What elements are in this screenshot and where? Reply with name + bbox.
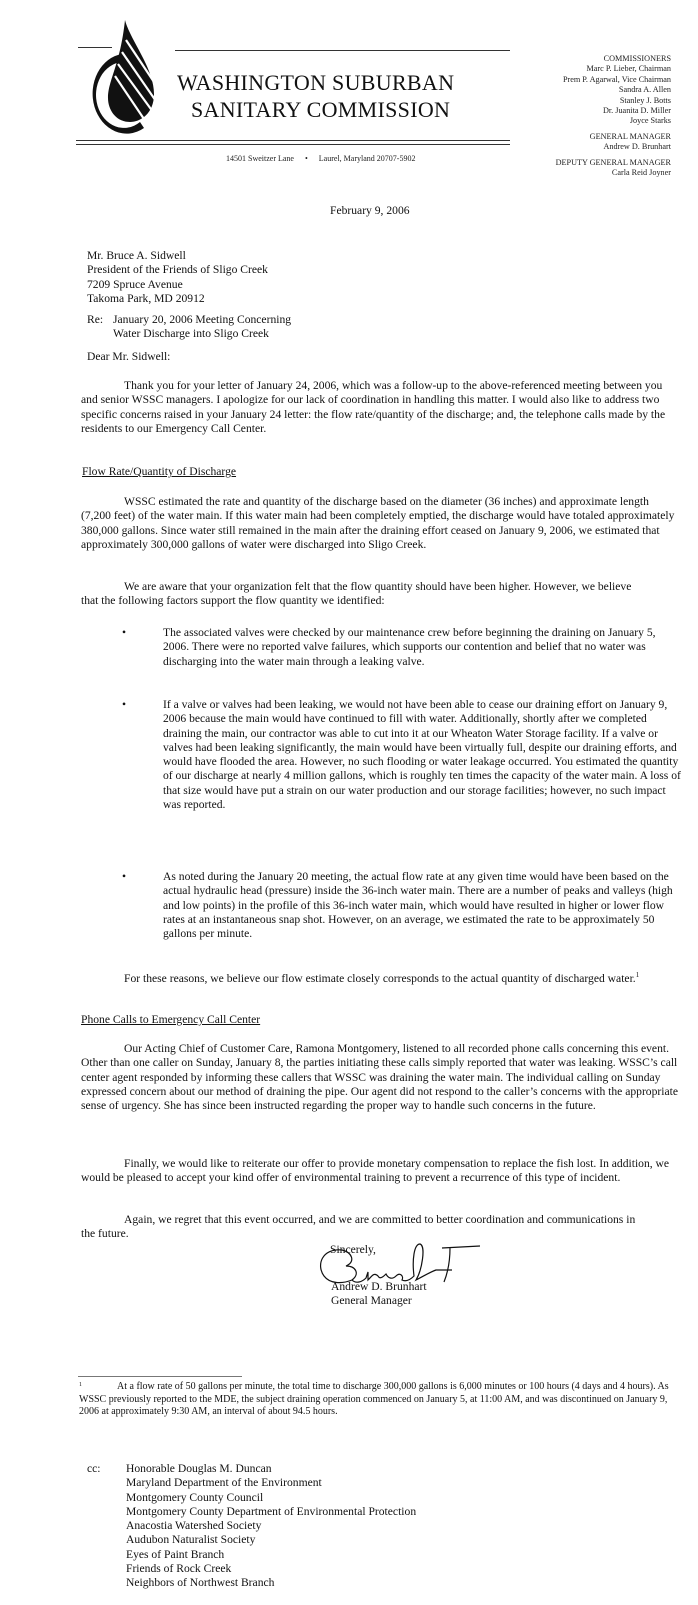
commissioners-title: COMMISSIONERS [603,54,671,63]
address-separator: • [304,154,308,163]
header-rule-top [175,50,510,51]
header-rule-double-1 [76,140,510,141]
section-heading-phone: Phone Calls to Emergency Call Center [81,1013,261,1026]
signature-title: General Manager [331,1294,412,1307]
bullet-icon: • [122,698,127,711]
signature-name: Andrew D. Brunhart [331,1280,427,1293]
gm-name: Andrew D. Brunhart [603,142,671,152]
commissioner: Sandra A. Allen [618,85,671,95]
footnote-rule [78,1376,242,1377]
cc-label: cc: [87,1462,101,1475]
closing-paragraph-2: Again, we regret that this event occurred, and we are committed to better coordination and communications in the future. [81,1213,636,1241]
re-subject-2: Water Discharge into Sligo Creek [113,327,269,340]
cc-recipient: Neighbors of Northwest Branch [126,1576,275,1590]
org-name-line1: WASHINGTON SUBURBAN [177,70,455,95]
closing-paragraph-1: Finally, we would like to reiterate our offer to provide monetary compensation to replace the fish lost. In addition, we would be pleased to accept your kind offer of environmental training to prevent a recurrence of this type of incident. [81,1157,670,1185]
dgm-name: Carla Reid Joyner [611,168,671,178]
recipient-line: Mr. Bruce A. Sidwell [87,249,186,262]
footnote-text: At a flow rate of 50 gallons per minute, the total time to discharge 300,000 gallons is 6,000 minutes or 100 hours (4 days and 4 hours). As WSSC previously reported to the MDE, the subject draining operation commenced on January 5, at 11:00 AM, and was discontinued on January 9, 2006 at approximately 9:30 AM, an interval of about 94.5 hours. [79,1381,669,1417]
bullet-icon: • [122,870,127,883]
footnote [79,1381,679,1419]
flow-paragraph-3-text: For these reasons, we believe our flow estimate closely corresponds to the actual quantity of discharged water. [124,971,636,985]
cc-recipient: Friends of Rock Creek [126,1562,232,1576]
intro-paragraph: Thank you for your letter of January 24, 2006, which was a follow-up to the above-referenced meeting between you and senior WSSC managers. I apologize for our lack of coordination in handling this matter. I would also like to address two specific concerns raised in your January 24 letter: the flow rate/quantity of the discharge; and, the telephone calls made by the residents to our Emergency Call Center. [81,379,666,435]
officers-block [556,54,671,178]
address-city: Laurel, Maryland 20707-5902 [318,154,416,163]
recipient-line: Takoma Park, MD 20912 [87,291,205,305]
phone-paragraph: Our Acting Chief of Customer Care, Ramona Montgomery, listened to all recorded phone calls concerning this event. Other than one caller on Sunday, January 8, the parties initiating these calls simply reported that water was leaking. WSSC’s call center agent responded by informing these callers that WSSC was draining the water main. The individual calling on Sunday expressed concern about our method of draining the pipe. Our agent did not respond to the caller’s concerns with the appropriate sense of urgency. She has since been instructed regarding the proper way to handle such concerns in the future. [81,1042,678,1113]
header-rule-double-2 [76,144,510,145]
bullet-text: As noted during the January 20 meeting, the actual flow rate at any given time would have been based on the actual hydraulic head (pressure) inside the 36-inch water main. There are a number of peaks and valleys (high and low points) in the profile of this 36-inch water main, which would have resulted in higher or lower flow rates at an instantaneous snap shot. However, on an average, we estimated the rate to be approximately 50 gallons per minute. [163,870,673,941]
footnote-number: 1 [79,1382,82,1388]
address-line [226,154,415,163]
salutation: Dear Mr. Sidwell: [87,350,171,363]
commissioner: Prem P. Agarwal, Vice Chairman [562,74,671,84]
cc-list [126,1462,416,1591]
bullet-text: If a valve or valves had been leaking, we would not have been able to cease our draining effort on January 9, 2006 because the main would have continued to fill with water. Additionally, shortly after we completed draining the main, our contractor was able to cut into it at our Wheaton Water Storage facility. If a valve or valves had been leaking significantly, the main would have been virtually full, despite our draining efforts, and would have flooded the area. However, no such flooding or water leakage occurred. You estimated the quantity of our discharge at nearly 4 million gallons, which is roughly ten times the capacity of the water main. A loss of that size would have put a strain on our water production and our storage facilities; however, no such impact was reported. [163,698,681,812]
water-drop-logo [88,18,158,136]
cc-recipient: Anacostia Watershed Society [126,1519,262,1533]
gm-title: GENERAL MANAGER [589,131,671,141]
signature-closing: Sincerely, [330,1243,376,1256]
recipient-address [87,249,268,306]
bullet-text: The associated valves were checked by our maintenance crew before beginning the draining on January 5, 2006. There were no reported valve failures, which supports our contention and belief that no water was discharging into the water main through a leaking valve. [163,626,656,668]
re-subject-1: January 20, 2006 Meeting Concerning [113,313,292,326]
cc-recipient: Honorable Douglas M. Duncan [126,1462,272,1475]
flow-paragraph-3 [81,968,641,986]
letter-date: February 9, 2006 [330,204,410,217]
dgm-title: DEPUTY GENERAL MANAGER [555,157,671,167]
org-name-line2: SANITARY COMMISSION [191,97,451,122]
bullet-icon: • [122,626,127,639]
commissioner: Joyce Starks [629,116,671,126]
address-street: 14501 Sweitzer Lane [226,154,294,163]
cc-recipient: Montgomery County Department of Environmental Protection [126,1504,417,1518]
recipient-line: 7209 Spruce Avenue [87,277,183,291]
commissioner: Marc P. Lieber, Chairman [586,64,671,74]
section-heading-flow: Flow Rate/Quantity of Discharge [82,465,237,478]
re-label: Re: [87,313,104,326]
flow-paragraph-1: WSSC estimated the rate and quantity of the discharge based on the diameter (36 inches) and approximate length (7,200 feet) of the water main. If this water main had been completely emptied, the discharge would have totaled approximately 380,000 gallons. Since water still remained in the main after the draining effort ceased on January 9, 2006, we estimated that approximately 300,000 gallons of water were discharged into Sligo Creek. [81,495,675,551]
commissioner: Dr. Juanita D. Miller [603,106,671,116]
recipient-line: President of the Friends of Sligo Creek [87,263,268,277]
flow-paragraph-2: We are aware that your organization felt that the flow quantity should have been higher. However, we believe that the following factors support the flow quantity we identified: [81,580,632,608]
cc-recipient: Audubon Naturalist Society [126,1533,256,1547]
cc-recipient: Montgomery County Council [126,1490,264,1504]
cc-recipient: Maryland Department of the Environment [126,1476,322,1490]
commissioner: Stanley J. Botts [619,95,671,105]
footnote-ref[interactable]: 1 [635,971,640,979]
cc-recipient: Eyes of Paint Branch [126,1547,225,1561]
